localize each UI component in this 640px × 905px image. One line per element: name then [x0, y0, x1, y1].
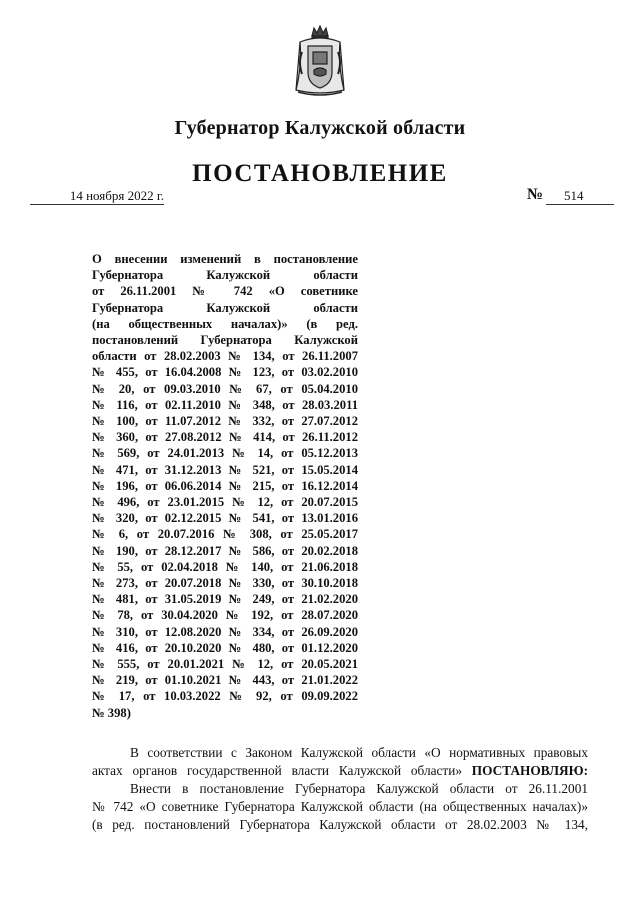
- title-line: № 496, от 23.01.2015 № 12, от 20.07.2015: [92, 495, 358, 510]
- title-line: постановлений Губернатора Калужской: [92, 333, 358, 348]
- title-line: № 78, от 30.04.2020 № 192, от 28.07.2020: [92, 608, 358, 623]
- title-line: от 26.11.2001 № 742 «О советнике: [92, 284, 358, 299]
- document-type-heading: ПОСТАНОВЛЕНИЕ: [192, 160, 448, 187]
- title-line: № 6, от 20.07.2016 № 308, от 25.05.2017: [92, 527, 358, 542]
- title-line: № 481, от 31.05.2019 № 249, от 21.02.2020: [92, 592, 358, 607]
- title-line: № 116, от 02.11.2010 № 348, от 28.03.2011: [92, 397, 358, 412]
- body-line: В соответствии с Законом Калужской области «О нормативных правовых: [130, 745, 588, 760]
- title-line: № 55, от 02.04.2018 № 140, от 21.06.2018: [92, 559, 358, 574]
- body-line: (в ред. постановлений Губернатора Калужской области от 28.02.2003 № 134,: [92, 817, 588, 832]
- title-line: № 100, от 11.07.2012 № 332, от 27.07.2012: [92, 414, 358, 429]
- body-line: № 742 «О советнике Губернатора Калужской области (на общественных началах)»: [92, 799, 588, 814]
- title-line: № 555, от 20.01.2021 № 12, от 20.05.2021: [92, 657, 358, 672]
- body-line: [92, 762, 588, 780]
- title-line: Губернатора Калужской области: [92, 300, 358, 315]
- document-body: [92, 744, 588, 834]
- title-line: (на общественных началах)» (в ред.: [92, 316, 358, 331]
- title-line: № 219, от 01.10.2021 № 443, от 21.01.2022: [92, 673, 358, 688]
- title-line: № 196, от 06.06.2014 № 215, от 16.12.2014: [92, 478, 358, 493]
- title-line: № 20, от 09.03.2010 № 67, от 05.04.2010: [92, 381, 358, 396]
- decree-word: ПОСТАНОВЛЯЮ:: [471, 763, 589, 778]
- coat-of-arms-emblem: [290, 22, 350, 98]
- document-number: 514: [546, 188, 614, 205]
- title-line: № 360, от 27.08.2012 № 414, от 26.11.2012: [92, 430, 358, 445]
- title-line: № 190, от 28.12.2017 № 586, от 20.02.2018: [92, 543, 358, 558]
- title-line: Губернатора Калужской области: [92, 268, 358, 283]
- document-number-sign: №: [527, 186, 544, 203]
- title-line: № 471, от 31.12.2013 № 521, от 15.05.2014: [92, 462, 358, 477]
- body-line: Внести в постановление Губернатора Калужской области от 26.11.2001: [130, 781, 588, 796]
- title-line: № 310, от 12.08.2020 № 334, от 26.09.2020: [92, 624, 358, 639]
- title-line: № 569, от 24.01.2013 № 14, от 05.12.2013: [92, 446, 358, 461]
- title-line: № 17, от 10.03.2022 № 92, от 09.09.2022: [92, 689, 358, 704]
- title-line: № 320, от 02.12.2015 № 541, от 13.01.2016: [92, 511, 358, 526]
- title-line: области от 28.02.2003 № 134, от 26.11.2007: [92, 349, 358, 364]
- body-text: актах органов государственной власти Калужской области»: [92, 763, 462, 778]
- title-line: О внесении изменений в постановление: [92, 252, 358, 266]
- issuing-authority: Губернатор Калужской области: [174, 117, 466, 139]
- title-line: № 398): [92, 705, 131, 720]
- document-title: [92, 251, 358, 721]
- title-line: № 273, от 20.07.2018 № 330, от 30.10.2018: [92, 576, 358, 591]
- title-line: № 416, от 20.10.2020 № 480, от 01.12.2020: [92, 640, 358, 655]
- document-date: 14 ноября 2022 г.: [30, 188, 164, 205]
- title-line: № 455, от 16.04.2008 № 123, от 03.02.2010: [92, 365, 358, 380]
